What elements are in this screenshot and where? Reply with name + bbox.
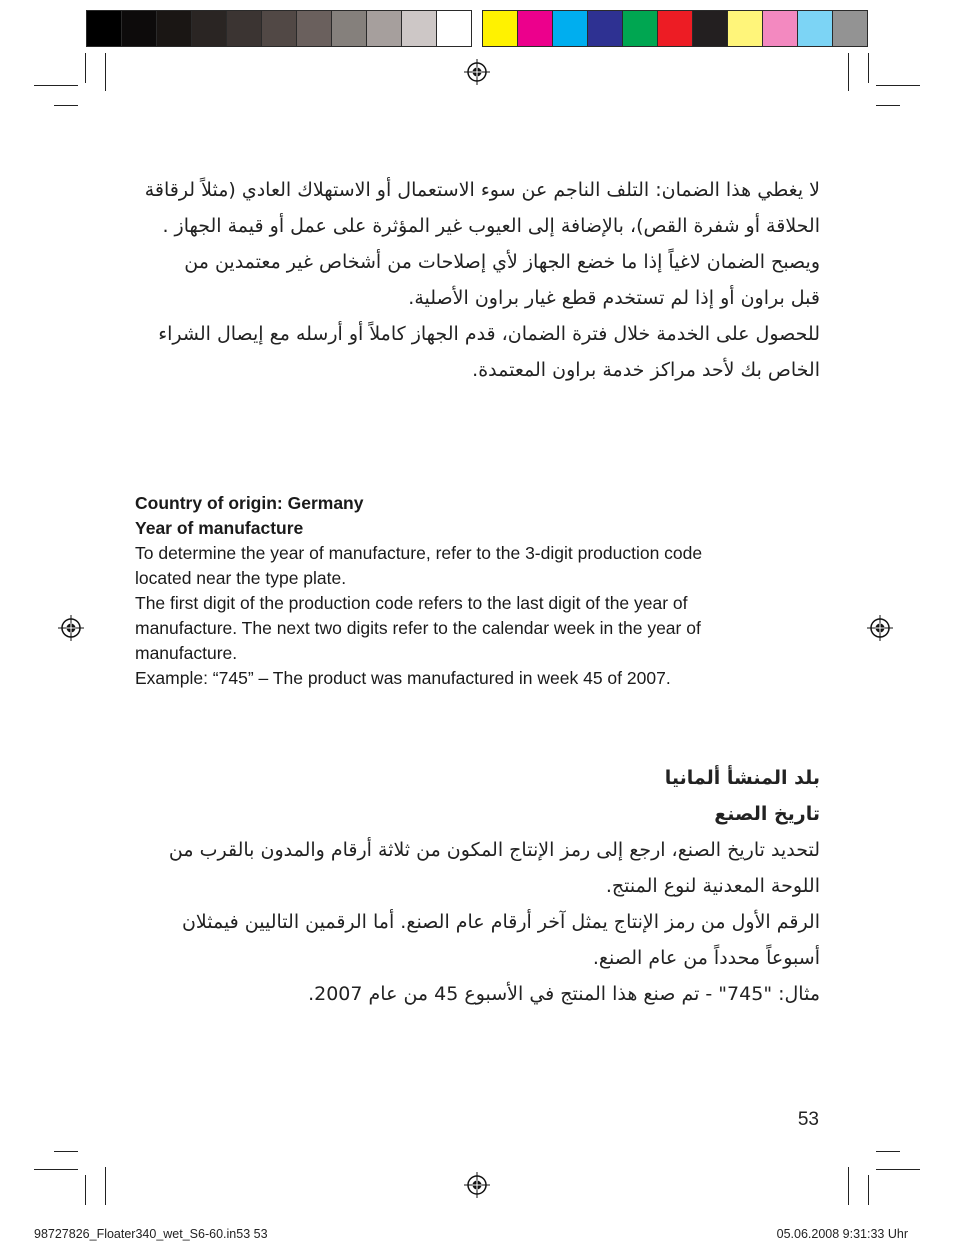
text-line: أسبوعاً محدداً من عام الصنع. [592, 947, 820, 969]
crop-mark [85, 53, 86, 83]
color-swatch [553, 11, 588, 46]
text-line: مثال: "745" - تم صنع هذا المنتج في الأسبوع 45 من عام 2007. [308, 983, 820, 1005]
text-line: لتحديد تاريخ الصنع، ارجع إلى رمز الإنتاج المكون من ثلاثة أرقام والمدون بالقرب من [168, 839, 820, 861]
text-line: الحلاقة أو شفرة القص)، بالإضافة إلى العيوب غير المؤثرة على عمل أو قيمة الجهاز . [162, 215, 820, 237]
text-line: The first digit of the production code refers to the last digit of the year of [135, 593, 688, 613]
footer-timestamp: 05.06.2008 9:31:33 Uhr [776, 1227, 908, 1241]
crop-mark [105, 53, 106, 91]
registration-mark-icon [464, 1172, 490, 1198]
text-line: Example: “745” – The product was manufactured in week 45 of 2007. [135, 668, 671, 688]
crop-mark [85, 1175, 86, 1205]
page-number: 53 [797, 1109, 819, 1130]
country-of-origin-heading: Country of origin: Germany [135, 493, 364, 513]
origin-arabic-text [130, 760, 820, 1012]
color-swatch [87, 11, 122, 46]
text-line: اللوحة المعدنية لنوع المنتج. [605, 875, 820, 897]
color-swatch [332, 11, 367, 46]
crop-mark [34, 1169, 78, 1170]
color-swatch [518, 11, 553, 46]
color-swatch [798, 11, 833, 46]
crop-mark [876, 1169, 920, 1170]
color-swatch [227, 11, 262, 46]
text-line: الرقم الأول من رمز الإنتاج يمثل آخر أرقام عام الصنع. أما الرقمين التاليين فيمثلان [181, 911, 820, 933]
text-line: manufacture. [135, 643, 238, 663]
color-swatch [833, 11, 867, 46]
color-swatch [588, 11, 623, 46]
crop-mark [105, 1167, 106, 1205]
crop-mark [868, 53, 869, 83]
color-swatch [367, 11, 402, 46]
crop-mark [54, 1151, 78, 1152]
text-line: located near the type plate. [135, 568, 347, 588]
grayscale-color-bar [86, 10, 472, 47]
crop-mark [848, 53, 849, 91]
crop-mark [876, 1151, 900, 1152]
footer-file-name: 98727826_Floater340_wet_S6-60.in53 53 [34, 1227, 268, 1241]
color-swatch [763, 11, 798, 46]
text-line: قبل براون أو إذا لم تستخدم قطع غيار براون الأصلية. [408, 287, 820, 309]
text-line: ويصبح الضمان لاغياً إذا ما خضع الجهاز لأي إصلاحات من أشخاص غير معتمدين من [184, 251, 820, 273]
color-swatch [658, 11, 693, 46]
crop-mark [876, 105, 900, 106]
crop-mark [876, 85, 920, 86]
origin-english-text [135, 491, 825, 691]
color-swatch [262, 11, 297, 46]
text-line: الخاص بك لأحد مراكز خدمة براون المعتمدة. [472, 359, 820, 381]
color-swatch [437, 11, 471, 46]
color-swatch [157, 11, 192, 46]
color-swatch [192, 11, 227, 46]
color-swatch [297, 11, 332, 46]
year-of-manufacture-heading: Year of manufacture [135, 518, 304, 538]
crop-mark [848, 1167, 849, 1205]
text-line: للحصول على الخدمة خلال فترة الضمان، قدم الجهاز كاملاً أو أرسله مع إيصال الشراء [158, 323, 820, 345]
text-line: لا يغطي هذا الضمان: التلف الناجم عن سوء الاستعمال أو الاستهلاك العادي (مثلاً لرقاقة [144, 179, 820, 201]
registration-mark-icon [58, 615, 84, 641]
process-color-bar [482, 10, 868, 47]
color-swatch [402, 11, 437, 46]
color-swatch [483, 11, 518, 46]
country-of-origin-heading: بلد المنشأ ألمانيا [664, 767, 820, 789]
text-line: manufacture. The next two digits refer to the calendar week in the year of [135, 618, 701, 638]
registration-mark-icon [464, 59, 490, 85]
registration-mark-icon [867, 615, 893, 641]
year-of-manufacture-heading: تاريخ الصنع [714, 803, 820, 825]
warranty-arabic-text [130, 172, 820, 388]
color-swatch [122, 11, 157, 46]
crop-mark [54, 105, 78, 106]
color-swatch [623, 11, 658, 46]
color-swatch [693, 11, 728, 46]
crop-mark [868, 1175, 869, 1205]
crop-mark [34, 85, 78, 86]
text-line: To determine the year of manufacture, refer to the 3-digit production code [135, 543, 703, 563]
color-swatch [728, 11, 763, 46]
